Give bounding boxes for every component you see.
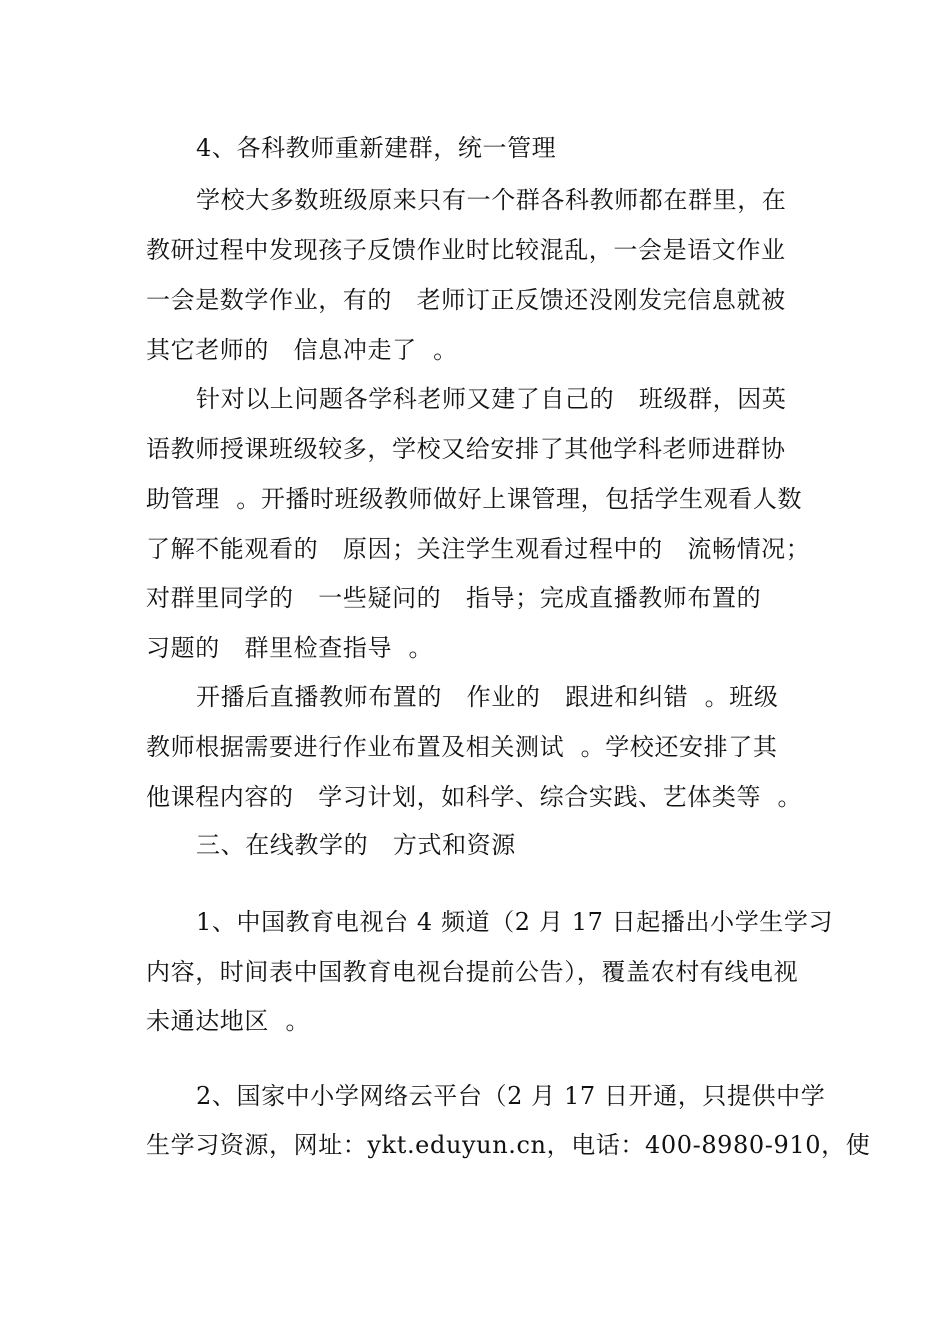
paragraph-line: 助管理 。开播时班级教师做好上课管理，包括学生观看人数: [146, 485, 803, 513]
list-item-line: 未通达地区 。: [146, 1007, 311, 1035]
paragraph-line: 教研过程中发现孩子反馈作业时比较混乱，一会是语文作业: [146, 236, 786, 264]
paragraph-line: 对群里同学的 一些疑问的 指导；完成直播教师布置的: [146, 584, 762, 612]
paragraph-line: 了解不能观看的 原因；关注学生观看过程中的 流畅情况；: [146, 535, 811, 563]
paragraph-line: 一会是数学作业，有的 老师订正反馈还没刚发完信息就被: [146, 286, 786, 314]
paragraph-line: 他课程内容的 学习计划，如科学、综合实践、艺体类等 。: [146, 783, 803, 811]
list-item-line: 1、中国教育电视台 4 频道（2 月 17 日起播出小学生学习: [196, 908, 834, 936]
paragraph-line: 习题的 群里检查指导 。: [146, 634, 434, 662]
list-item-line: 2、国家中小学网络云平台（2 月 17 日开通，只提供中学: [196, 1082, 826, 1110]
paragraph-line: 其它老师的 信息冲走了 。: [146, 336, 458, 364]
section-heading: 三、在线教学的 方式和资源: [196, 831, 516, 859]
paragraph-line: 学校大多数班级原来只有一个群各科教师都在群里，在: [196, 186, 787, 214]
paragraph-line: 针对以上问题各学科老师又建了自己的 班级群，因英: [196, 385, 787, 413]
list-item-line: 生学习资源，网址：ykt.eduyun.cn，电话：400-8980-910，使: [146, 1131, 871, 1159]
paragraph-line: 教师根据需要进行作业布置及相关测试 。学校还安排了其: [146, 733, 778, 761]
paragraph-line: 语教师授课班级较多，学校又给安排了其他学科老师进群协: [146, 435, 786, 463]
list-item-line: 内容，时间表中国教育电视台提前公告），覆盖农村有线电视: [146, 958, 799, 986]
paragraph-line: 开播后直播教师布置的 作业的 跟进和纠错 。班级: [196, 683, 779, 711]
heading-regroup: 4、各科教师重新建群，统一管理: [196, 134, 557, 162]
